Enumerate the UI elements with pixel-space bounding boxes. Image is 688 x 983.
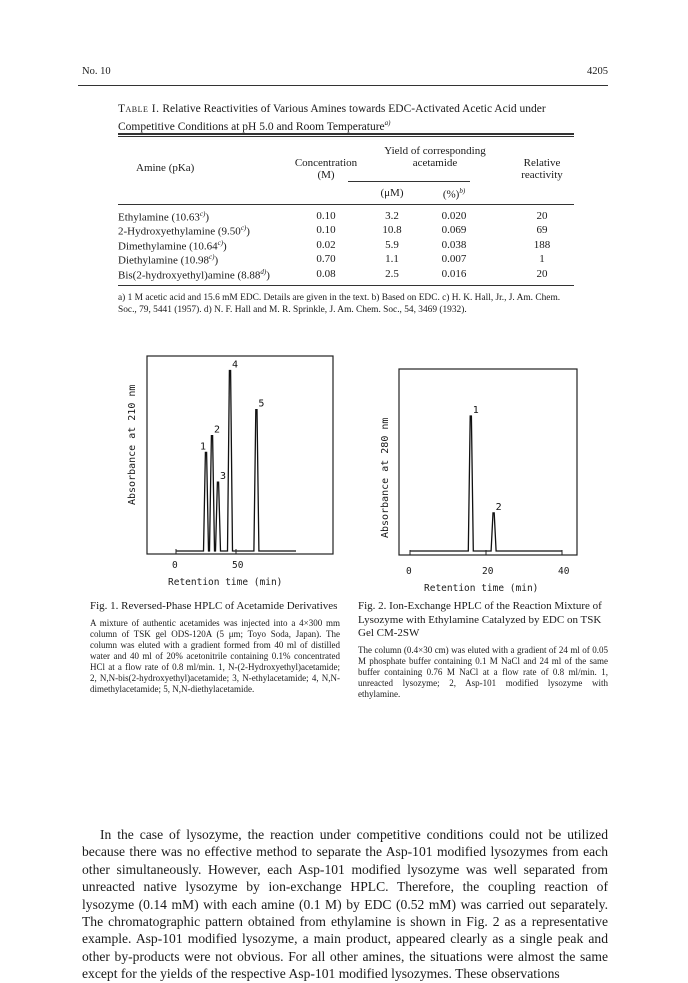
amine-ref-mark: c) xyxy=(217,238,224,247)
fig2-chart xyxy=(398,368,578,556)
chromatogram-trace xyxy=(410,416,562,551)
fig2-ylabel: Absorbance at 280 nm xyxy=(380,417,391,538)
conc-cell: 0.08 xyxy=(316,267,336,280)
um-cell: 3.2 xyxy=(385,210,399,222)
peak-label: 2 xyxy=(495,501,502,513)
amine-name: 2-Hydroxyethylamine (9.50 xyxy=(118,226,241,239)
table-row xyxy=(118,239,574,253)
peak-label: 2 xyxy=(214,424,221,436)
body-paragraph: In the case of lysozyme, the reaction under competitive conditions could not be utilized because there was no effective method to separate the Asp-101 modified lysozymes from each other simultaneously. However, each Asp-101 modified lysozyme was well separated from unreacted native lysozyme by ion-exchange HPLC. Therefore, the coupling reaction of lysozyme (0.14 mM) with each amine (0.1 M) by EDC (0.52 mM) was carried out separately. The chromatographic pattern obtained from ethylamine is shown in Fig. 2 as a representative example. Asp-101 modified lysozyme, a main product, appeared clearly as a single peak and other by-products were not obvious. For all other amines, the situations were almost the same except for the yields of the respective Asp-101 modified lysozymes. These observations xyxy=(82,827,608,982)
fig2-caption xyxy=(358,600,608,700)
col-amine: Amine (pKa) xyxy=(136,162,195,174)
plot-frame xyxy=(399,369,577,555)
amine-ref-mark: c) xyxy=(199,210,206,218)
header-rule xyxy=(78,85,608,86)
col-conc-unit: (M) xyxy=(317,169,335,181)
conc-cell: 0.70 xyxy=(316,253,336,266)
table-caption xyxy=(118,102,598,134)
chromatogram-trace xyxy=(176,371,296,551)
table-caption-mark: a) xyxy=(384,119,391,127)
table-label: Table I. xyxy=(118,103,160,115)
amine-close: ) xyxy=(266,269,270,282)
um-cell: 1.1 xyxy=(385,253,399,266)
amine-cell xyxy=(118,210,209,224)
amine-cell xyxy=(118,268,270,282)
um-cell: 10.8 xyxy=(382,224,402,237)
x-tick-label: 50 xyxy=(232,560,244,571)
table-row xyxy=(118,210,574,224)
peak-label: 1 xyxy=(200,441,207,453)
fig1-caption xyxy=(90,600,340,695)
peak-label: 3 xyxy=(220,471,227,483)
fig1-title: Fig. 1. Reversed-Phase HPLC of Acetamide Derivatives xyxy=(90,600,338,612)
page-number: 4205 xyxy=(587,66,608,77)
amine-name: Bis(2-hydroxyethyl)amine (8.88 xyxy=(118,269,261,282)
body-text xyxy=(82,826,608,983)
rel-cell: 188 xyxy=(533,238,551,251)
pct-cell: 0.069 xyxy=(441,224,467,237)
col-conc-label: Concentration xyxy=(294,157,358,169)
plot-frame xyxy=(147,356,333,554)
table-top-rule xyxy=(118,133,574,135)
amine-close: ) xyxy=(246,226,250,239)
conc-cell: 0.10 xyxy=(316,224,336,237)
col-yield-pct xyxy=(434,187,474,201)
fig1-desc: A mixture of authentic acetamides was injected into a 4×300 mm column of TSK gel ODS-120A (5 μm; Toyo Soda, Japan). The column was eluted with a gradient formed from 40 ml of distilled water and 40 ml of 20% acetonitrile containing 0.1% concentrated HCl at a flow rate of 0.8 ml/min. 1, N-(2-Hydroxyethyl)acetamide; 2, N,N-bis(2-hydroxyethyl)acetamide; 3, N-ethylacetamide; 4, N,N-dimethylacetamide; 5, N,N-diethylacetamide. xyxy=(90,617,340,694)
col-yield-um: (μM) xyxy=(380,187,404,199)
amine-close: ) xyxy=(205,211,209,224)
fig2-desc: The column (0.4×30 cm) was eluted with a gradient of 24 ml of 0.05 M phosphate buffer containing 0.1 M NaCl and 24 ml of the same buffer containing 0.76 M NaCl at a flow rate of 0.8 ml/min. 1, unreacted lysozyme; 2, Asp-101 modified lysozyme with ethylamine. xyxy=(358,644,608,699)
fig1-chart xyxy=(146,355,334,555)
amine-name: Diethylamine (10.98 xyxy=(118,254,210,267)
table-header xyxy=(118,145,574,203)
amine-close: ) xyxy=(223,240,227,253)
fig1-xlabel: Retention time (min) xyxy=(168,577,283,588)
table-header-rule xyxy=(118,204,574,205)
col-rel: Relative reactivity xyxy=(521,157,563,181)
col-conc xyxy=(290,157,362,181)
fig1-ylabel: Absorbance at 210 nm xyxy=(127,384,138,505)
conc-cell: 0.02 xyxy=(316,238,336,251)
um-cell: 2.5 xyxy=(385,267,399,280)
x-tick-label: 40 xyxy=(558,566,570,577)
pct-cell: 0.038 xyxy=(441,238,467,251)
peak-label: 5 xyxy=(258,398,265,410)
amine-ref-mark: c) xyxy=(209,253,215,262)
amine-cell xyxy=(118,253,218,267)
x-tick-label: 0 xyxy=(406,566,412,577)
journal-issue: No. 10 xyxy=(82,66,111,77)
fig2-title: Fig. 2. Ion-Exchange HPLC of the Reaction Mixture of Lysozyme with Ethylamine Catalyzed by EDC on TSK Gel CM-2SW xyxy=(358,600,602,639)
rel-cell: 20 xyxy=(536,210,548,222)
peak-label: 4 xyxy=(232,359,239,371)
rel-cell: 69 xyxy=(536,224,548,237)
table-row xyxy=(118,268,574,282)
col-yield-pct-label: (%) xyxy=(442,188,460,201)
peak-label: 1 xyxy=(472,405,479,417)
x-tick-label: 20 xyxy=(482,566,494,577)
table-row xyxy=(118,253,574,267)
amine-ref-mark: d) xyxy=(260,267,267,276)
amine-name: Ethylamine (10.63 xyxy=(118,211,200,224)
rel-cell: 1 xyxy=(539,253,545,266)
col-yield-pct-mark: b) xyxy=(459,187,466,195)
table-row xyxy=(118,224,574,238)
amine-cell xyxy=(118,224,250,238)
table-footnote: a) 1 M acetic acid and 15.6 mM EDC. Details are given in the text. b) Based on EDC. c) H. K. Hall, Jr., J. Am. Chem. Soc., 79, 5441 (1957). d) N. F. Hall and M. R. Sprinkle, J. Am. Chem. Soc., 54, 3469 (1932). xyxy=(118,293,561,315)
table-top-rule-2 xyxy=(118,136,574,137)
pct-cell: 0.007 xyxy=(441,253,467,266)
amine-close: ) xyxy=(214,254,219,267)
um-cell: 5.9 xyxy=(385,238,399,251)
fig2-xlabel: Retention time (min) xyxy=(424,583,539,594)
table-caption-text: Relative Reactivities of Various Amines towards EDC-Activated Acetic Acid under Competitive Conditions at pH 5.0 and Room Temperature xyxy=(118,103,546,133)
amine-name: Dimethylamine (10.64 xyxy=(118,240,218,253)
pct-cell: 0.016 xyxy=(441,267,467,280)
pct-cell: 0.020 xyxy=(441,210,467,222)
amine-ref-mark: c) xyxy=(240,224,247,233)
table-bottom-rule xyxy=(118,285,574,286)
rel-cell: 20 xyxy=(536,267,548,280)
x-tick-label: 0 xyxy=(172,560,178,571)
amine-cell xyxy=(118,239,227,253)
conc-cell: 0.10 xyxy=(316,210,336,222)
col-yield: Yield of corresponding acetamide xyxy=(384,145,486,169)
